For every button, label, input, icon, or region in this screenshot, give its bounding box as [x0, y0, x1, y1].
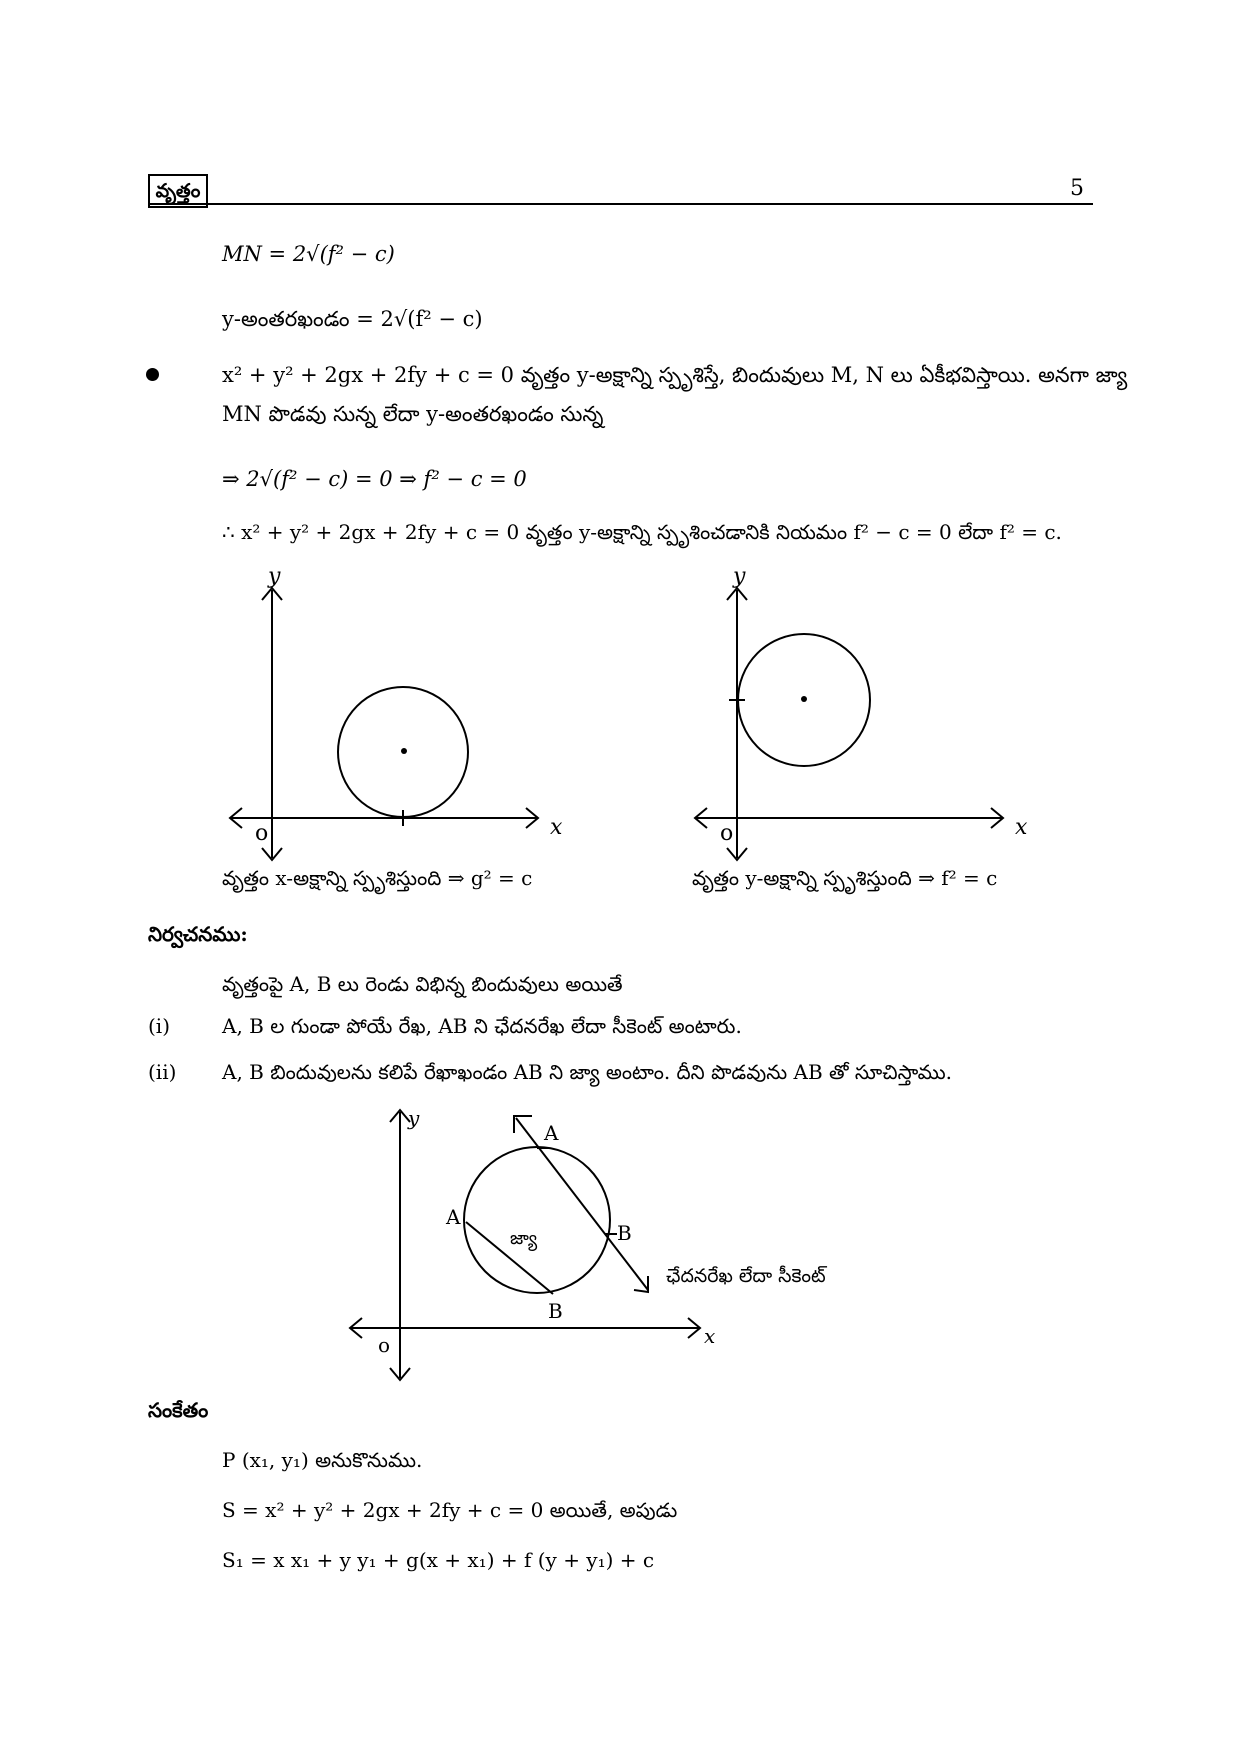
fig1-origin-label: o: [255, 821, 269, 846]
fig3-origin-label: o: [378, 1333, 391, 1357]
bullet-line-1: x² + y² + 2gx + 2fy + c = 0 వృత్తం y-అక్షాన్ని స్పృశిస్తే, బిందువులు M, N లు ఏకీభవిస్తాయి. అనగా జ్యా: [222, 363, 1128, 387]
fig3-secant-point-b: B: [617, 1221, 632, 1245]
fig2-y-label: y: [733, 564, 746, 589]
fig3-chord-label: జ్యా: [510, 1228, 538, 1249]
fig1-y-label: y: [268, 564, 281, 589]
definition-item1: A, B ల గుండా పోయే రేఖ, AB ని ఛేదనరేఖ లేదా సీకెంట్ అంటారు.: [222, 1014, 742, 1038]
definition-item1-number: (i): [148, 1014, 171, 1038]
fig3-chord-point-b: B: [548, 1299, 563, 1323]
fig3-circle: [464, 1147, 610, 1293]
fig1-x-label: x: [550, 815, 563, 840]
page-number: 5: [1070, 176, 1084, 201]
notation-line-3: S₁ = x x₁ + y y₁ + g(x + x₁) + f (y + y₁) + c: [222, 1548, 655, 1572]
fig1-caption: వృత్తం x-అక్షాన్ని స్పృశిస్తుంది ⇒ g² = c: [222, 866, 533, 890]
definition-intro: వృత్తంపై A, B లు రెండు విభిన్న బిందువులు అయితే: [222, 972, 623, 996]
mn-formula: MN = 2√(f² − c): [222, 242, 395, 266]
fig3-secant-point-a: A: [544, 1121, 559, 1145]
chapter-title-box: వృత్తం: [148, 174, 208, 208]
definition-item2-number: (ii): [148, 1060, 177, 1084]
fig3-secant-arrow-down: [634, 1276, 648, 1292]
fig3-y-label: y: [408, 1106, 420, 1130]
fig2-origin-label: o: [720, 821, 734, 846]
notation-heading: సంకేతం: [148, 1398, 209, 1422]
definition-heading: నిర్వచనము:: [148, 922, 248, 946]
definition-item2: A, B బిందువులను కలిపే రేఖాఖండం AB ని జ్యా అంటాం. దీని పొడవును AB తో సూచిస్తాము.: [222, 1060, 953, 1084]
fig3-x-label: x: [704, 1324, 716, 1348]
notation-line-1: P (x₁, y₁) అనుకొనుము.: [222, 1448, 423, 1472]
notation-line-2: S = x² + y² + 2gx + 2fy + c = 0 అయితే, అపుడు: [222, 1498, 678, 1522]
y-intercept-formula: y-అంతరఖండం = 2√(f² − c): [222, 307, 483, 331]
therefore-line: ∴ x² + y² + 2gx + 2fy + c = 0 వృత్తం y-అక్షాన్ని స్పృశించడానికి నియమం f² − c = 0 లేదా f² = c.: [222, 520, 1062, 544]
bullet-line-2: MN పొడవు సున్న లేదా y-అంతరఖండం సున్న: [222, 402, 604, 426]
fig3-secant-line: [516, 1118, 648, 1290]
fig3-secant-label: ఛేదనరేఖ లేదా సీకెంట్: [666, 1265, 826, 1287]
implies-line: ⇒ 2√(f² − c) = 0 ⇒ f² − c = 0: [222, 467, 527, 491]
fig3-chord-point-a: A: [446, 1205, 461, 1229]
fig2-caption: వృత్తం y-అక్షాన్ని స్పృశిస్తుంది ⇒ f² = c: [692, 866, 998, 890]
fig2-x-label: x: [1015, 815, 1028, 840]
